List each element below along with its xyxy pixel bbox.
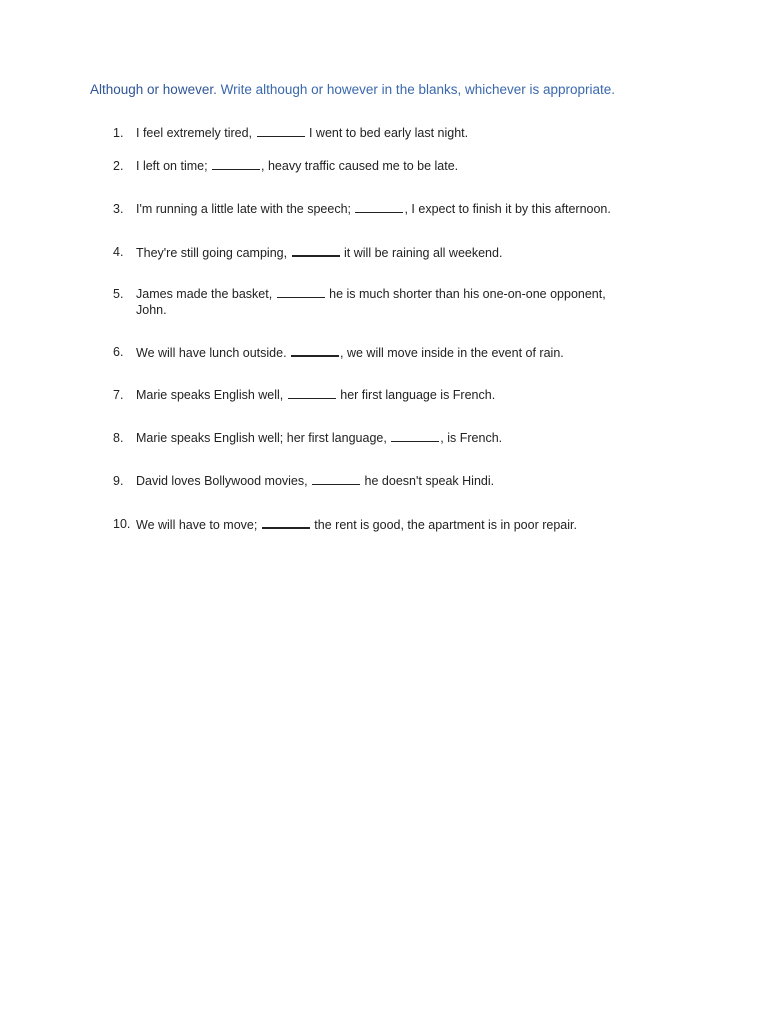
sentence-before: I feel extremely tired,	[136, 126, 256, 140]
sentence-before: I left on time;	[136, 159, 212, 173]
sentence-after: he doesn't speak Hindi.	[361, 474, 495, 488]
sentence-after: the rent is good, the apartment is in poor repair.	[310, 518, 577, 532]
sentence-after: , heavy traffic caused me to be late.	[261, 159, 459, 173]
answer-blank	[312, 473, 360, 485]
worksheet-heading	[90, 81, 730, 99]
sentence-before: Marie speaks English well,	[136, 388, 287, 402]
item-sentence	[136, 344, 676, 361]
item-sentence	[136, 125, 676, 141]
sentence-before: James made the basket,	[136, 287, 276, 301]
item-sentence	[136, 244, 676, 261]
item-sentence	[136, 473, 676, 489]
item-number: 10.	[113, 517, 131, 531]
sentence-after: I went to bed early last night.	[305, 126, 469, 140]
answer-blank	[391, 430, 439, 442]
sentence-before: Marie speaks English well; her first language,	[136, 431, 391, 445]
sentence-before: David loves Bollywood movies,	[136, 474, 312, 488]
item-number: 5.	[113, 287, 124, 301]
sentence-after: it will be raining all weekend.	[340, 246, 503, 260]
item-sentence	[136, 201, 676, 217]
item-number: 4.	[113, 245, 124, 259]
item-number: 1.	[113, 126, 124, 140]
sentence-after: her first language is French.	[336, 388, 496, 402]
sentence-before: We will have lunch outside.	[136, 346, 291, 360]
sentence-after: , we will move inside in the event of rain.	[340, 346, 564, 360]
sentence-after: he is much shorter than his one-on-one opponent,	[325, 287, 606, 301]
heading-instructions: . Write although or however in the blanks, whichever is appropriate.	[213, 82, 616, 97]
sentence-before: I'm running a little late with the speech;	[136, 202, 355, 216]
item-number: 3.	[113, 202, 124, 216]
answer-blank	[288, 387, 336, 399]
sentence-after: , I expect to finish it by this afternoon.	[404, 202, 611, 216]
heading-lead: Although or however	[90, 82, 214, 97]
item-number: 6.	[113, 345, 124, 359]
sentence-after: , is French.	[440, 431, 503, 445]
sentence-continuation: John.	[136, 303, 167, 317]
item-sentence	[136, 387, 676, 403]
item-number: 9.	[113, 474, 124, 488]
answer-blank	[257, 125, 305, 137]
answer-blank	[291, 344, 339, 357]
item-number: 7.	[113, 388, 124, 402]
item-sentence	[136, 516, 676, 533]
item-sentence	[136, 286, 676, 318]
sentence-before: They're still going camping,	[136, 246, 291, 260]
answer-blank	[212, 158, 260, 170]
answer-blank	[277, 286, 325, 298]
sentence-before: We will have to move;	[136, 518, 261, 532]
answer-blank	[355, 201, 403, 213]
item-sentence	[136, 430, 676, 446]
answer-blank	[262, 516, 310, 529]
answer-blank	[292, 244, 340, 257]
item-number: 8.	[113, 431, 124, 445]
item-number: 2.	[113, 159, 124, 173]
item-sentence	[136, 158, 676, 174]
